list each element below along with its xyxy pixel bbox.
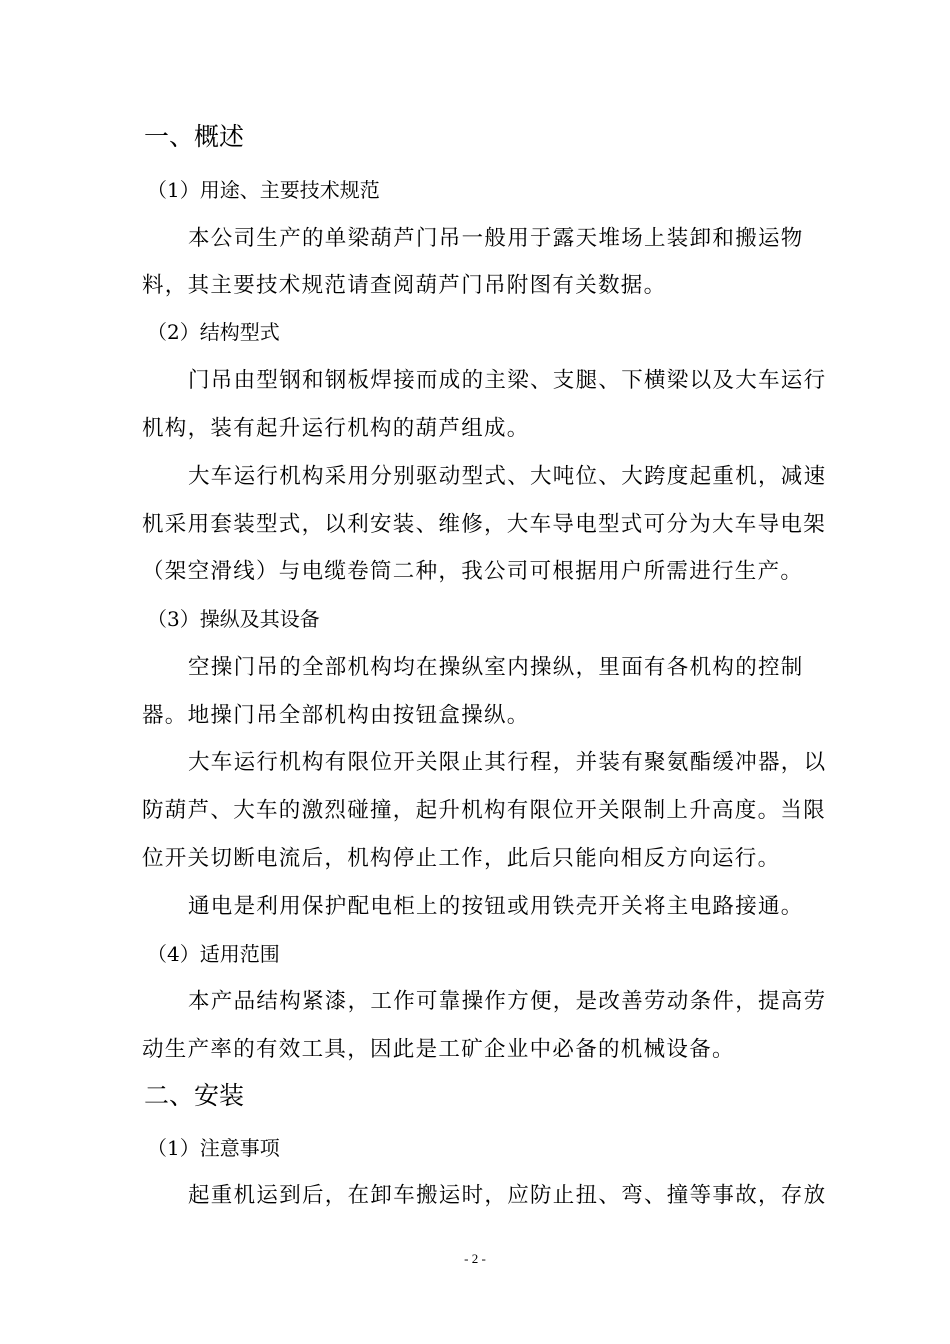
paragraph-line: 位开关切断电流后，机构停止工作，此后只能向相反方向运行。 xyxy=(142,846,781,871)
subsection-heading-operation: （3）操纵及其设备 xyxy=(147,607,320,631)
paragraph-line: 机采用套装型式，以利安装、维修，大车导电型式可分为大车导电架 xyxy=(142,512,827,537)
paragraph-line: 机构，装有起升运行机构的葫芦组成。 xyxy=(142,416,530,441)
subsection-heading-scope: （4）适用范围 xyxy=(147,942,280,966)
paragraph-line: 本产品结构紧漆，工作可靠操作方便，是改善劳动条件，提高劳 xyxy=(188,989,827,1014)
paragraph-line: 通电是利用保护配电柜上的按钮或用铁壳开关将主电路接通。 xyxy=(188,894,804,919)
paragraph-line: 大车运行机构有限位开关限止其行程，并装有聚氨酯缓冲器，以 xyxy=(188,750,827,775)
paragraph-line: 本公司生产的单梁葫芦门吊一般用于露天堆场上装卸和搬运物 xyxy=(188,226,804,251)
paragraph-line: 料，其主要技术规范请查阅葫芦门吊附图有关数据。 xyxy=(142,273,667,298)
paragraph-line: 大车运行机构采用分别驱动型式、大吨位、大跨度起重机，减速 xyxy=(188,464,827,489)
paragraph-line: （架空滑线）与电缆卷筒二种，我公司可根据用户所需进行生产。 xyxy=(142,559,804,584)
subsection-heading-notes: （1）注意事项 xyxy=(147,1136,280,1160)
paragraph-line: 器。地操门吊全部机构由按钮盒操纵。 xyxy=(142,703,530,728)
paragraph-line: 动生产率的有效工具，因此是工矿企业中必备的机械设备。 xyxy=(142,1037,735,1062)
section-title-installation: 二、安装 xyxy=(144,1081,245,1110)
page-number: - 2 - xyxy=(464,1251,486,1266)
paragraph-line: 空操门吊的全部机构均在操纵室内操纵，里面有各机构的控制 xyxy=(188,655,804,680)
paragraph-line: 防葫芦、大车的激烈碰撞，起升机构有限位开关限制上升高度。当限 xyxy=(142,798,827,823)
section-title-overview: 一、概述 xyxy=(144,122,245,151)
paragraph-line: 门吊由型钢和钢板焊接而成的主梁、支腿、下横梁以及大车运行 xyxy=(188,368,827,393)
subsection-heading-structure: （2）结构型式 xyxy=(147,320,280,344)
subsection-heading-usage: （1）用途、主要技术规范 xyxy=(147,178,380,202)
paragraph-line: 起重机运到后，在卸车搬运时，应防止扭、弯、撞等事故，存放 xyxy=(188,1183,827,1208)
